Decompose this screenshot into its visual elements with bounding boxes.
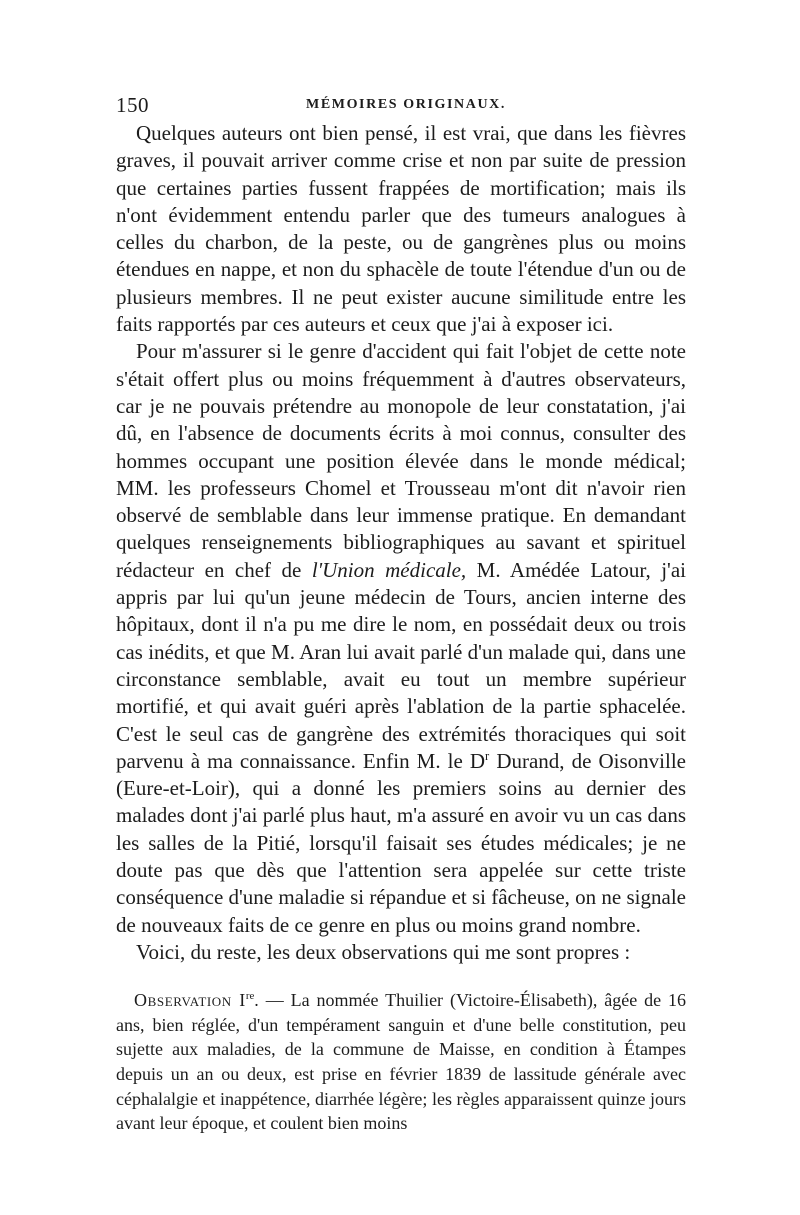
paragraph-text: Voici, du reste, les deux observations qui me sont propres :: [136, 939, 631, 964]
body-text: [116, 120, 686, 1136]
paragraph-text: Durand, de Oisonville (Eure-et-Loir), qui a donné les premiers soins au dernier des malades dont j'ai parlé plus haut, m'a assuré en avoir vu un cas dans les salles de la Pitié, lorsqu'il faisait ses études médicales; je ne doute pas que dès que l'attention sera appelée sur cette triste conséquence d'une maladie si répandue et si fâcheuse, on ne signale de nouveaux faits de ce genre en plus ou moins grand nombre.: [116, 748, 687, 937]
observation-label-sup: re: [245, 990, 255, 1003]
paragraph-text: M. Amédée Latour, j'ai appris par lui qu'un jeune médecin de Tours, ancien interne des hôpitaux, dont il n'a pu me dire le nom, en possédait deux ou trois cas inédits, et que M. Aran lui avait parlé d'un malade qui, dans une circonstance semblable, avait eu tout un membre supérieur mortifié, et qui avait guéri après l'ablation de la partie sphacelée. C'est le seul cas de gangrène des extrémités thoraciques qui soit parvenu à ma connaissance. Enfin M. le D: [116, 557, 686, 773]
paragraph-text: Quelques auteurs ont bien pensé, il est vrai, que dans les fièvres graves, il pouvait arriver comme crise et non par suite de pression que certaines parties fussent frappées de mortification; mais ils n'ont évidemment entendu parler que des tumeurs analogues à celles du charbon, de la peste, ou de gangrènes plus ou moins étendues en nappe, et non du sphacèle de toute l'étendue d'un ou de plusieurs membres. Il ne peut exister aucune similitude entre les faits rapportés par ces auteurs et ceux que j'ai à exposer ici.: [116, 121, 686, 337]
journal-title: l'Union médicale,: [311, 557, 467, 582]
page-number: 150: [116, 93, 149, 117]
observation-text: La nommée Thuilier (Victoire-Élisabeth), âgée de 16 ans, bien réglée, d'un tempérament sanguin et d'une belle constitution, peu sujette aux maladies, de la commune de Maisse, en condition à Étampes depuis un an ou deux, est prise en février 1839 de lassitude générale avec céphalalgie et inappétence, diarrhée légère; les règles apparaissent quinze jours avant leur époque, et coulent bien moins: [116, 990, 687, 1134]
doctor-abbrev-sup: r: [485, 748, 490, 763]
paragraph-intro-observations: [116, 939, 686, 966]
observation-dash: . —: [254, 990, 291, 1011]
running-title: MÉMOIRES ORIGINAUX.: [306, 97, 506, 112]
page-header: [116, 93, 686, 119]
paragraph-inquiry: [116, 338, 686, 939]
paragraph-text: Pour m'assurer si le genre d'accident qui fait l'objet de cette note s'était offert plus ou moins fréquemment à d'autres observateurs, car je ne pouvais prétendre au monopole de leur constatation, j'ai dû, en l'absence de documents écrits à moi connus, consulter des hommes occupant une position élevée dans le monde médical; MM. les professeurs Chomel et Trousseau m'ont dit n'avoir rien observé de semblable dans leur immense pratique. En demandant quelques renseignements bibliographiques au savant et spirituel rédacteur en chef de: [116, 339, 686, 582]
paragraph-previous-authors: [116, 120, 686, 338]
observation-label: Observation I: [134, 990, 246, 1011]
observation-1: [116, 988, 686, 1136]
